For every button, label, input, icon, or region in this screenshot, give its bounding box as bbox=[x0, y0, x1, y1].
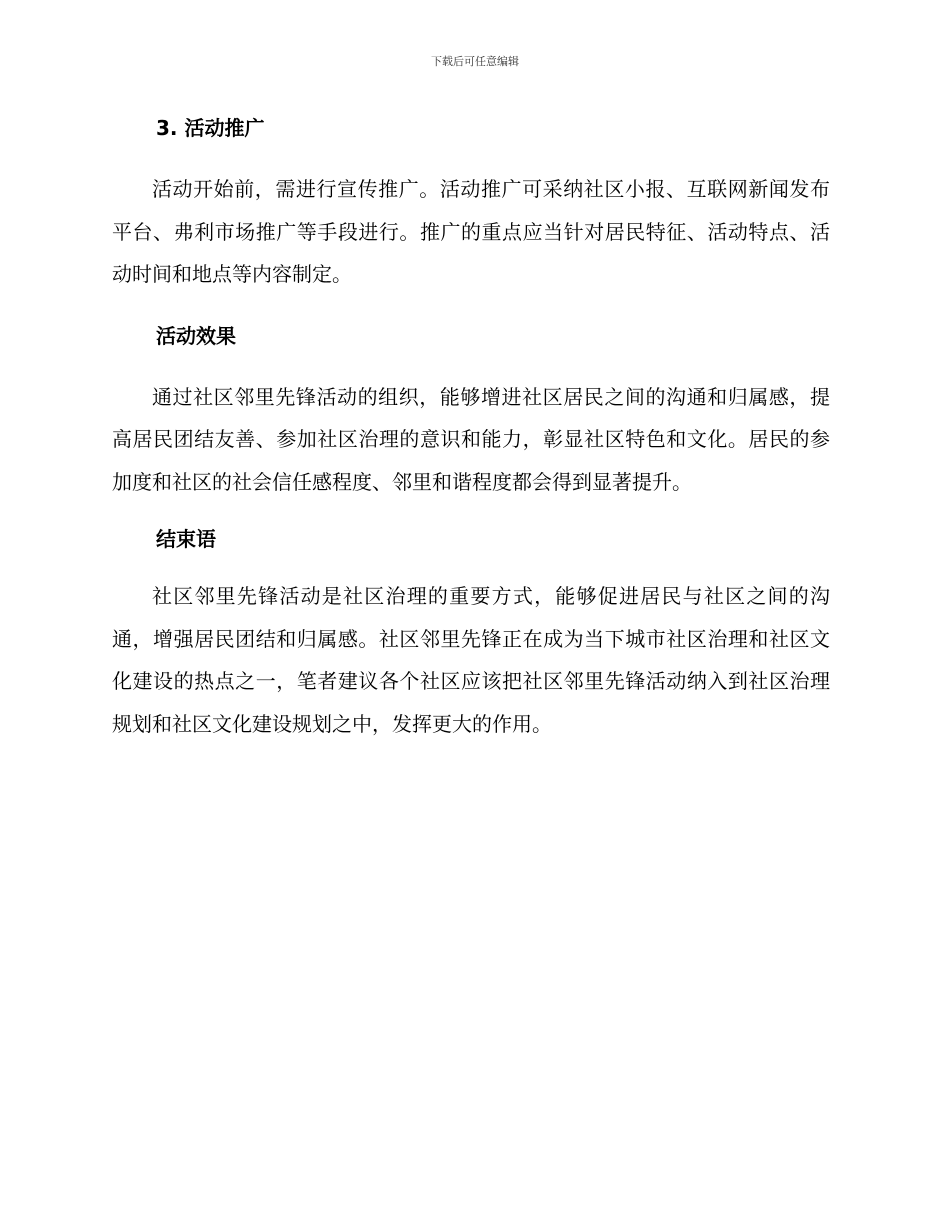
document-body bbox=[112, 114, 830, 745]
section-paragraph-promotion: 活动开始前，需进行宣传推广。活动推广可采纳社区小报、互联网新闻发布平台、弗利市场推广等手段进行。推广的重点应当针对居民特征、活动特点、活动时间和地点等内容制定。 bbox=[112, 177, 830, 286]
section-heading-effects: 活动效果 bbox=[156, 323, 236, 348]
page-header-note: 下载后可任意编辑 bbox=[431, 55, 519, 68]
section-paragraph-conclusion: 社区邻里先锋活动是社区治理的重要方式，能够促进居民与社区之间的沟通，增强居民团结和归属感。社区邻里先锋正在成为当下城市社区治理和社区文化建设的热点之一，笔者建议各个社区应该把社区邻里先锋活动纳入到社区治理规划和社区文化建设规划之中，发挥更大的作用。 bbox=[112, 584, 830, 736]
section-heading-conclusion: 结束语 bbox=[156, 527, 216, 551]
section-paragraph-effects: 通过社区邻里先锋活动的组织，能够增进社区居民之间的沟通和归属感，提高居民团结友善、参加社区治理的意识和能力，彰显社区特色和文化。居民的参加度和社区的社会信任感程度、邻里和谐程度都会得到显著提升。 bbox=[112, 384, 830, 494]
section-heading-promotion: 3. 活动推广 bbox=[156, 116, 265, 140]
